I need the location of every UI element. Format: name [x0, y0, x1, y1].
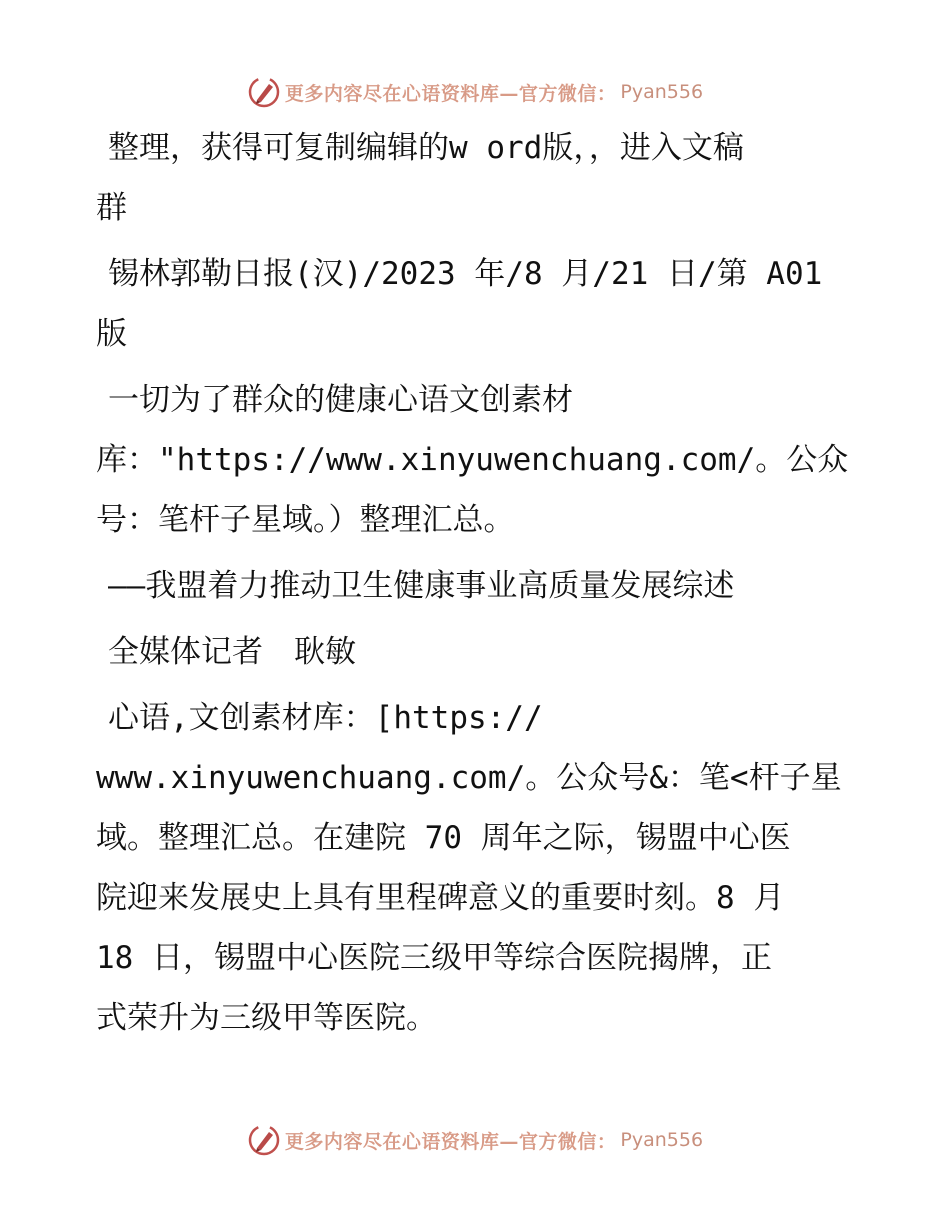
text-line: 心语,文创素材库：[https:// [108, 700, 543, 736]
watermark-id: Pyan556 [620, 81, 704, 103]
text-line: ——我盟着力推动卫生健康事业高质量发展综述 [108, 568, 735, 604]
text-line: 域。整理汇总。在建院 70 周年之际，锡盟中心医 [96, 820, 791, 856]
document-body [96, 118, 856, 1054]
pen-logo-icon [247, 75, 281, 109]
pen-logo-icon [247, 1123, 281, 1157]
text-line: 式荣升为三级甲等医院。 [96, 1000, 437, 1036]
paragraph-intro [96, 118, 856, 238]
text-line: 整理，获得可复制编辑的w ord版，，进入文稿 [108, 130, 744, 166]
text-line: 一切为了群众的健康心语文创素材 [108, 382, 573, 418]
watermark-banner-top [0, 72, 950, 112]
watermark-banner-bottom [0, 1120, 950, 1160]
watermark-text: 更多内容尽在心语资料库—官方微信： [284, 82, 617, 105]
text-line: 号：笔杆子星域。）整理汇总。 [96, 502, 515, 538]
watermark-text: 更多内容尽在心语资料库—官方微信： [284, 1130, 617, 1153]
text-line: 全媒体记者 耿敏 [108, 634, 356, 670]
text-line: 库："https://www.xinyuwenchuang.com/。公众 [96, 442, 849, 478]
paragraph-subtitle [96, 556, 856, 616]
text-line: 版 [96, 316, 127, 352]
text-line: 18 日，锡盟中心医院三级甲等综合医院揭牌，正 [96, 940, 772, 976]
paragraph-byline [96, 622, 856, 682]
text-line: www.xinyuwenchuang.com/。公众号&：笔<杆子星 [96, 760, 842, 796]
paragraph-body [96, 688, 856, 1048]
text-line: 锡林郭勒日报(汉)/2023 年/8 月/21 日/第 A01 [108, 256, 823, 292]
text-line: 院迎来发展史上具有里程碑意义的重要时刻。8 月 [96, 880, 785, 916]
watermark-id: Pyan556 [620, 1129, 704, 1151]
text-line: 群 [96, 190, 127, 226]
paragraph-source [96, 244, 856, 364]
paragraph-title [96, 370, 856, 550]
